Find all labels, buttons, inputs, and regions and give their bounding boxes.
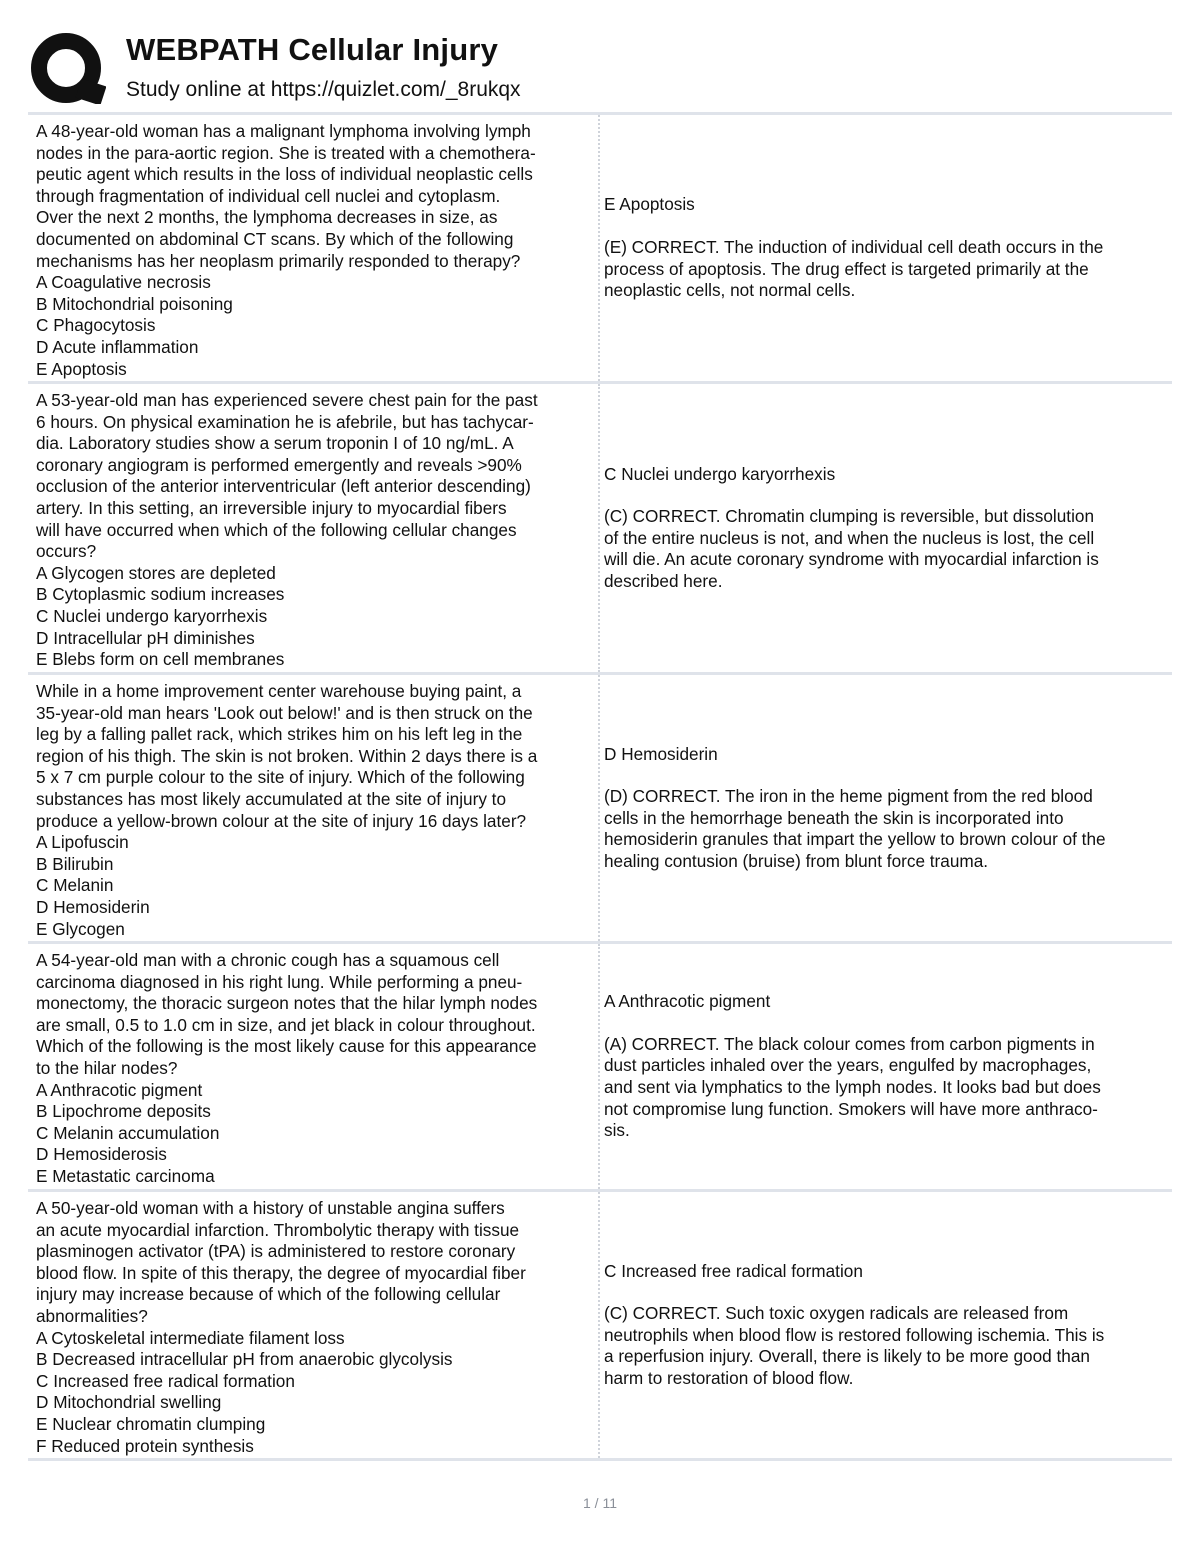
question-line: C Melanin accumulation [36,1122,220,1143]
card-explanation [604,237,1166,302]
question-line: documented on abdominal CT scans. By which of the following [36,228,514,249]
card-answer: D Hemosiderin [604,743,718,764]
question-line: A 48-year-old woman has a malignant lymphoma involving lymph [36,121,531,141]
card-definition [600,1192,1172,1458]
question-line: D Acute inflammation [36,336,199,357]
question-line: substances has most likely accumulated at the site of injury to [36,788,507,809]
explanation-line: will die. An acute coronary syndrome with myocardial infarction is [604,549,1099,570]
question-line: B Bilirubin [36,853,114,874]
card-answer: C Nuclei undergo karyorrhexis [604,463,836,484]
flashcard [28,1192,1172,1461]
question-line: 6 hours. On physical examination he is afebrile, but has tachycar- [36,411,534,432]
explanation-line: (E) CORRECT. The induction of individual cell death occurs in the [604,236,1104,257]
question-line: through fragmentation of individual cell nuclei and cytoplasm. [36,185,501,206]
question-line: dia. Laboratory studies show a serum troponin I of 10 ng/mL. A [36,433,514,454]
question-line: A 54-year-old man with a chronic cough has a squamous cell [36,950,500,970]
explanation-line: sis. [604,1120,630,1141]
card-term [28,1192,600,1458]
explanation-line: dust particles inhaled over the years, engulfed by macrophages, [604,1055,1092,1076]
question-line: D Mitochondrial swelling [36,1392,222,1413]
page-header [28,28,1172,108]
card-term [28,115,600,381]
question-line: will have occurred when which of the following cellular changes [36,519,517,540]
card-term [28,675,600,941]
question-line: D Hemosiderosis [36,1144,167,1165]
card-definition [600,115,1172,381]
explanation-line: (D) CORRECT. The iron in the heme pigment from the red blood [604,786,1093,807]
card-explanation [604,506,1166,592]
question-line: E Metastatic carcinoma [36,1165,215,1186]
card-explanation [604,786,1166,872]
question-line: B Decreased intracellular pH from anaerobic glycolysis [36,1349,453,1370]
flashcard [28,115,1172,384]
question-line: C Phagocytosis [36,315,156,336]
question-line: occlusion of the anterior interventricular (left anterior descending) [36,476,531,497]
question-line: A Lipofuscin [36,832,129,853]
study-link[interactable]: Study online at https://quizlet.com/_8rukqx [126,78,521,101]
question-line: leg by a falling pallet rack, which strikes him on his left leg in the [36,724,523,745]
explanation-line: cells in the hemorrhage beneath the skin is incorporated into [604,807,1064,828]
flashcard [28,675,1172,944]
question-line: C Nuclei undergo karyorrhexis [36,605,268,626]
card-definition [600,384,1172,672]
question-line: A 53-year-old man has experienced severe chest pain for the past [36,390,538,410]
flashcard [28,944,1172,1192]
question-line: C Increased free radical formation [36,1370,295,1391]
explanation-line: not compromise lung function. Smokers will have more anthraco- [604,1098,1098,1119]
question-line: are small, 0.5 to 1.0 cm in size, and jet black in colour throughout. [36,1014,536,1035]
explanation-line: a reperfusion injury. Overall, there is likely to be more good than [604,1346,1090,1367]
card-term [28,384,600,672]
explanation-line: (C) CORRECT. Such toxic oxygen radicals are released from [604,1303,1069,1324]
question-line: coronary angiogram is performed emergently and reveals >90% [36,454,522,475]
question-line: peutic agent which results in the loss of individual neoplastic cells [36,164,533,185]
question-line: blood flow. In spite of this therapy, the degree of myocardial fiber [36,1262,526,1283]
question-line: 35-year-old man hears 'Look out below!' and is then struck on the [36,702,533,723]
explanation-line: (A) CORRECT. The black colour comes from carbon pigments in [604,1033,1095,1054]
flashcard-list [28,112,1172,1461]
question-line: produce a yellow-brown colour at the site of injury 16 days later? [36,810,527,831]
question-line: an acute myocardial infarction. Thrombolytic therapy with tissue [36,1219,520,1240]
question-line: E Blebs form on cell membranes [36,649,285,670]
question-line: 5 x 7 cm purple colour to the site of injury. Which of the following [36,767,525,788]
explanation-line: neutrophils when blood flow is restored following ischemia. This is [604,1324,1105,1345]
question-line: nodes in the para-aortic region. She is treated with a chemothera- [36,142,536,163]
card-explanation [604,1034,1166,1142]
question-line: artery. In this setting, an irreversible injury to myocardial fibers [36,497,507,518]
question-line: monectomy, the thoracic surgeon notes that the hilar lymph nodes [36,993,538,1014]
question-line: While in a home improvement center warehouse buying paint, a [36,681,522,701]
question-line: D Intracellular pH diminishes [36,627,255,648]
question-line: E Apoptosis [36,358,127,379]
card-answer: A Anthracotic pigment [604,991,771,1012]
question-line: F Reduced protein synthesis [36,1435,254,1456]
page-number: 1 / 11 [583,1495,617,1511]
question-line: B Mitochondrial poisoning [36,293,233,314]
card-explanation [604,1303,1166,1389]
question-line: Over the next 2 months, the lymphoma decreases in size, as [36,207,498,228]
question-line: B Lipochrome deposits [36,1101,211,1122]
card-answer: C Increased free radical formation [604,1260,863,1281]
question-line: A Glycogen stores are depleted [36,562,276,583]
explanation-line: hemosiderin granules that impart the yellow to brown colour of the [604,829,1106,850]
question-line: E Glycogen [36,918,125,939]
page-title: WEBPATH Cellular Injury [126,32,499,67]
question-line: mechanisms has her neoplasm primarily responded to therapy? [36,250,521,271]
card-definition [600,944,1172,1189]
question-line: A Coagulative necrosis [36,272,211,293]
question-line: A Anthracotic pigment [36,1079,203,1100]
question-line: injury may increase because of which of the following cellular [36,1284,501,1305]
question-line: E Nuclear chromatin clumping [36,1413,266,1434]
card-answer: E Apoptosis [604,194,695,215]
question-line: plasminogen activator (tPA) is administered to restore coronary [36,1241,516,1262]
question-line: abnormalities? [36,1305,148,1326]
question-line: C Melanin [36,875,114,896]
explanation-line: (C) CORRECT. Chromatin clumping is reversible, but dissolution [604,506,1095,527]
question-line: to the hilar nodes? [36,1057,178,1078]
flashcard [28,384,1172,675]
card-definition [600,675,1172,941]
explanation-line: healing contusion (bruise) from blunt force trauma. [604,850,989,871]
question-line: occurs? [36,541,97,562]
card-term [28,944,600,1189]
explanation-line: harm to restoration of blood flow. [604,1367,854,1388]
explanation-line: process of apoptosis. The drug effect is targeted primarily at the [604,258,1089,279]
question-line: A Cytoskeletal intermediate filament loss [36,1327,345,1348]
question-line: carcinoma diagnosed in his right lung. While performing a pneu- [36,971,523,992]
explanation-line: described here. [604,570,723,591]
question-line: A 50-year-old woman with a history of unstable angina suffers [36,1198,505,1218]
explanation-line: of the entire nucleus is not, and when the nucleus is lost, the cell [604,527,1095,548]
quizlet-logo-icon [30,32,106,104]
question-line: D Hemosiderin [36,896,150,917]
question-line: B Cytoplasmic sodium increases [36,584,285,605]
question-line: Which of the following is the most likely cause for this appearance [36,1036,537,1057]
question-line: region of his thigh. The skin is not broken. Within 2 days there is a [36,745,538,766]
explanation-line: neoplastic cells, not normal cells. [604,280,856,301]
explanation-line: and sent via lymphatics to the lymph nodes. It looks bad but does [604,1077,1101,1097]
